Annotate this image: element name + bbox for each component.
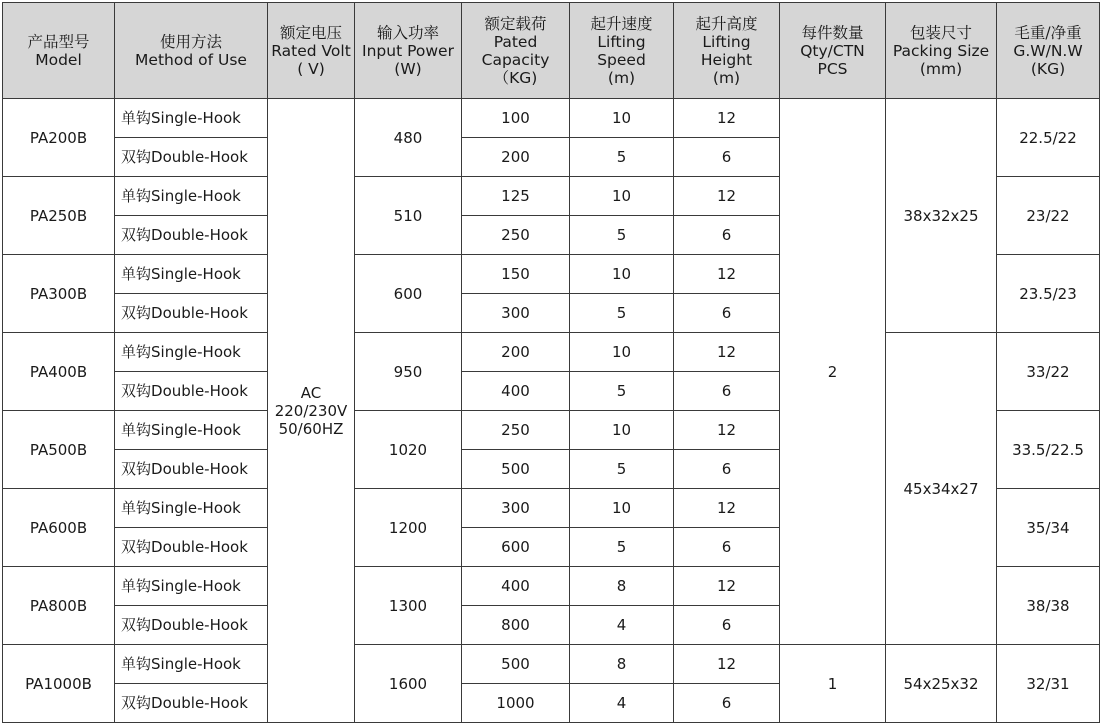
table-row — [3, 99, 1100, 138]
header-input-power — [355, 3, 462, 99]
height-cell: 6 — [674, 138, 780, 177]
capacity-cell: 600 — [462, 528, 570, 567]
speed-cell: 10 — [570, 255, 674, 294]
height-cell: 6 — [674, 216, 780, 255]
method-cn: 双钩 — [121, 382, 152, 400]
table-row — [3, 645, 1100, 684]
capacity-cell: 800 — [462, 606, 570, 645]
speed-cell: 5 — [570, 216, 674, 255]
method-cell — [115, 255, 268, 294]
header-line: 额定载荷 — [484, 14, 547, 33]
table-row — [3, 333, 1100, 372]
header-line: Method of Use — [135, 50, 247, 69]
model-cell: PA1000B — [3, 645, 115, 723]
height-cell: 6 — [674, 606, 780, 645]
method-cell — [115, 411, 268, 450]
header-line: Capacity — [481, 50, 550, 69]
header-method — [115, 3, 268, 99]
height-cell: 6 — [674, 372, 780, 411]
method-en: Single-Hook — [151, 187, 241, 205]
method-cn: 双钩 — [121, 304, 152, 322]
method-en: Double-Hook — [151, 694, 248, 712]
capacity-cell: 250 — [462, 216, 570, 255]
method-en: Single-Hook — [151, 343, 241, 361]
header-rated-volt — [268, 3, 355, 99]
height-cell: 6 — [674, 450, 780, 489]
qty-cell: 2 — [780, 99, 886, 645]
header-line: （KG) — [493, 68, 538, 87]
header-lifting-height — [674, 3, 780, 99]
header-capacity — [462, 3, 570, 99]
method-cell — [115, 372, 268, 411]
speed-cell: 10 — [570, 411, 674, 450]
model-cell: PA500B — [3, 411, 115, 489]
header-line: Input Power — [362, 41, 454, 60]
method-en: Double-Hook — [151, 226, 248, 244]
speed-cell: 8 — [570, 567, 674, 606]
header-model — [3, 3, 115, 99]
method-cell — [115, 489, 268, 528]
speed-cell: 8 — [570, 645, 674, 684]
capacity-cell: 100 — [462, 99, 570, 138]
method-cn: 单钩 — [121, 499, 152, 517]
speed-cell: 5 — [570, 372, 674, 411]
weight-cell: 38/38 — [997, 567, 1100, 645]
qty-cell: 1 — [780, 645, 886, 723]
method-en: Single-Hook — [151, 499, 241, 517]
height-cell: 12 — [674, 567, 780, 606]
capacity-cell: 400 — [462, 372, 570, 411]
capacity-cell: 500 — [462, 645, 570, 684]
method-cn: 单钩 — [121, 655, 152, 673]
method-en: Single-Hook — [151, 577, 241, 595]
voltage-line: AC — [300, 383, 322, 402]
speed-cell: 5 — [570, 528, 674, 567]
header-line: Lifting — [702, 32, 751, 51]
method-en: Single-Hook — [151, 655, 241, 673]
method-cn: 双钩 — [121, 694, 152, 712]
packing-size-cell: 45x34x27 — [886, 333, 997, 645]
height-cell: 12 — [674, 411, 780, 450]
voltage-cell — [268, 99, 355, 723]
capacity-cell: 400 — [462, 567, 570, 606]
header-line: Lifting — [597, 32, 646, 51]
method-en: Double-Hook — [151, 616, 248, 634]
header-weight — [997, 3, 1100, 99]
header-line: ( V) — [297, 59, 325, 78]
method-cn: 单钩 — [121, 421, 152, 439]
speed-cell: 10 — [570, 333, 674, 372]
height-cell: 6 — [674, 684, 780, 723]
packing-size-cell: 38x32x25 — [886, 99, 997, 333]
speed-cell: 10 — [570, 489, 674, 528]
power-cell: 1200 — [355, 489, 462, 567]
method-cell — [115, 645, 268, 684]
header-line: 包装尺寸 — [909, 23, 972, 42]
method-cn: 单钩 — [121, 577, 152, 595]
capacity-cell: 300 — [462, 489, 570, 528]
model-cell: PA300B — [3, 255, 115, 333]
header-line: (m) — [712, 68, 741, 87]
method-cell — [115, 333, 268, 372]
power-cell: 1300 — [355, 567, 462, 645]
capacity-cell: 200 — [462, 138, 570, 177]
height-cell: 6 — [674, 528, 780, 567]
method-en: Double-Hook — [151, 304, 248, 322]
method-cell — [115, 294, 268, 333]
voltage-line: 220/230V — [274, 401, 348, 420]
header-line: Packing Size — [892, 41, 990, 60]
method-cn: 双钩 — [121, 226, 152, 244]
header-line: Model — [35, 50, 82, 69]
header-line: G.W/N.W — [1013, 41, 1083, 60]
capacity-cell: 250 — [462, 411, 570, 450]
method-cn: 单钩 — [121, 343, 152, 361]
weight-cell: 23.5/23 — [997, 255, 1100, 333]
header-line: (W) — [394, 59, 422, 78]
header-line: (m) — [607, 68, 636, 87]
power-cell: 600 — [355, 255, 462, 333]
method-cn: 双钩 — [121, 148, 152, 166]
capacity-cell: 125 — [462, 177, 570, 216]
method-cn: 单钩 — [121, 187, 152, 205]
capacity-cell: 1000 — [462, 684, 570, 723]
header-line: 每件数量 — [801, 23, 864, 42]
speed-cell: 5 — [570, 138, 674, 177]
method-cell — [115, 606, 268, 645]
header-line: Qty/CTN — [800, 41, 865, 60]
power-cell: 480 — [355, 99, 462, 177]
method-en: Single-Hook — [151, 109, 241, 127]
weight-cell: 32/31 — [997, 645, 1100, 723]
header-line: 产品型号 — [27, 32, 90, 51]
power-cell: 950 — [355, 333, 462, 411]
height-cell: 12 — [674, 645, 780, 684]
capacity-cell: 200 — [462, 333, 570, 372]
capacity-cell: 150 — [462, 255, 570, 294]
weight-cell: 33/22 — [997, 333, 1100, 411]
method-en: Double-Hook — [151, 460, 248, 478]
voltage-line: 50/60HZ — [278, 419, 344, 438]
method-en: Double-Hook — [151, 382, 248, 400]
method-cell — [115, 528, 268, 567]
power-cell: 1600 — [355, 645, 462, 723]
power-cell: 510 — [355, 177, 462, 255]
method-cn: 双钩 — [121, 460, 152, 478]
method-en: Double-Hook — [151, 538, 248, 556]
method-cell — [115, 567, 268, 606]
header-line: (KG) — [1030, 59, 1066, 78]
method-cn: 双钩 — [121, 616, 152, 634]
method-cell — [115, 177, 268, 216]
weight-cell: 35/34 — [997, 489, 1100, 567]
height-cell: 6 — [674, 294, 780, 333]
speed-cell: 4 — [570, 684, 674, 723]
height-cell: 12 — [674, 255, 780, 294]
header-line: 使用方法 — [159, 32, 222, 51]
spec-table — [2, 2, 1100, 723]
header-lifting-speed — [570, 3, 674, 99]
method-cell — [115, 138, 268, 177]
capacity-cell: 300 — [462, 294, 570, 333]
header-line: 输入功率 — [376, 23, 439, 42]
header-line: Rated Volt — [271, 41, 351, 60]
header-line: Height — [700, 50, 753, 69]
method-cn: 双钩 — [121, 538, 152, 556]
speed-cell: 10 — [570, 99, 674, 138]
model-cell: PA800B — [3, 567, 115, 645]
speed-cell: 5 — [570, 294, 674, 333]
weight-cell: 22.5/22 — [997, 99, 1100, 177]
header-line: Speed — [597, 50, 646, 69]
model-cell: PA200B — [3, 99, 115, 177]
model-cell: PA600B — [3, 489, 115, 567]
speed-cell: 5 — [570, 450, 674, 489]
method-en: Double-Hook — [151, 148, 248, 166]
method-cn: 单钩 — [121, 109, 152, 127]
header-line: 起升速度 — [590, 14, 653, 33]
header-line: 起升高度 — [695, 14, 758, 33]
method-cn: 单钩 — [121, 265, 152, 283]
table-body — [3, 99, 1100, 723]
height-cell: 12 — [674, 333, 780, 372]
weight-cell: 33.5/22.5 — [997, 411, 1100, 489]
header-line: 毛重/净重 — [1014, 23, 1082, 42]
capacity-cell: 500 — [462, 450, 570, 489]
header-line: 额定电压 — [279, 23, 342, 42]
height-cell: 12 — [674, 99, 780, 138]
header-row — [3, 3, 1100, 99]
method-cell — [115, 450, 268, 489]
method-cell — [115, 99, 268, 138]
model-cell: PA400B — [3, 333, 115, 411]
header-packing-size — [886, 3, 997, 99]
speed-cell: 10 — [570, 177, 674, 216]
header-line: Pated — [493, 32, 538, 51]
method-cell — [115, 216, 268, 255]
method-cell — [115, 684, 268, 723]
power-cell: 1020 — [355, 411, 462, 489]
method-en: Single-Hook — [151, 421, 241, 439]
header-line: (mm) — [919, 59, 963, 78]
height-cell: 12 — [674, 489, 780, 528]
method-en: Single-Hook — [151, 265, 241, 283]
header-qty-ctn — [780, 3, 886, 99]
speed-cell: 4 — [570, 606, 674, 645]
weight-cell: 23/22 — [997, 177, 1100, 255]
model-cell: PA250B — [3, 177, 115, 255]
header-line: PCS — [817, 59, 848, 78]
height-cell: 12 — [674, 177, 780, 216]
packing-size-cell: 54x25x32 — [886, 645, 997, 723]
